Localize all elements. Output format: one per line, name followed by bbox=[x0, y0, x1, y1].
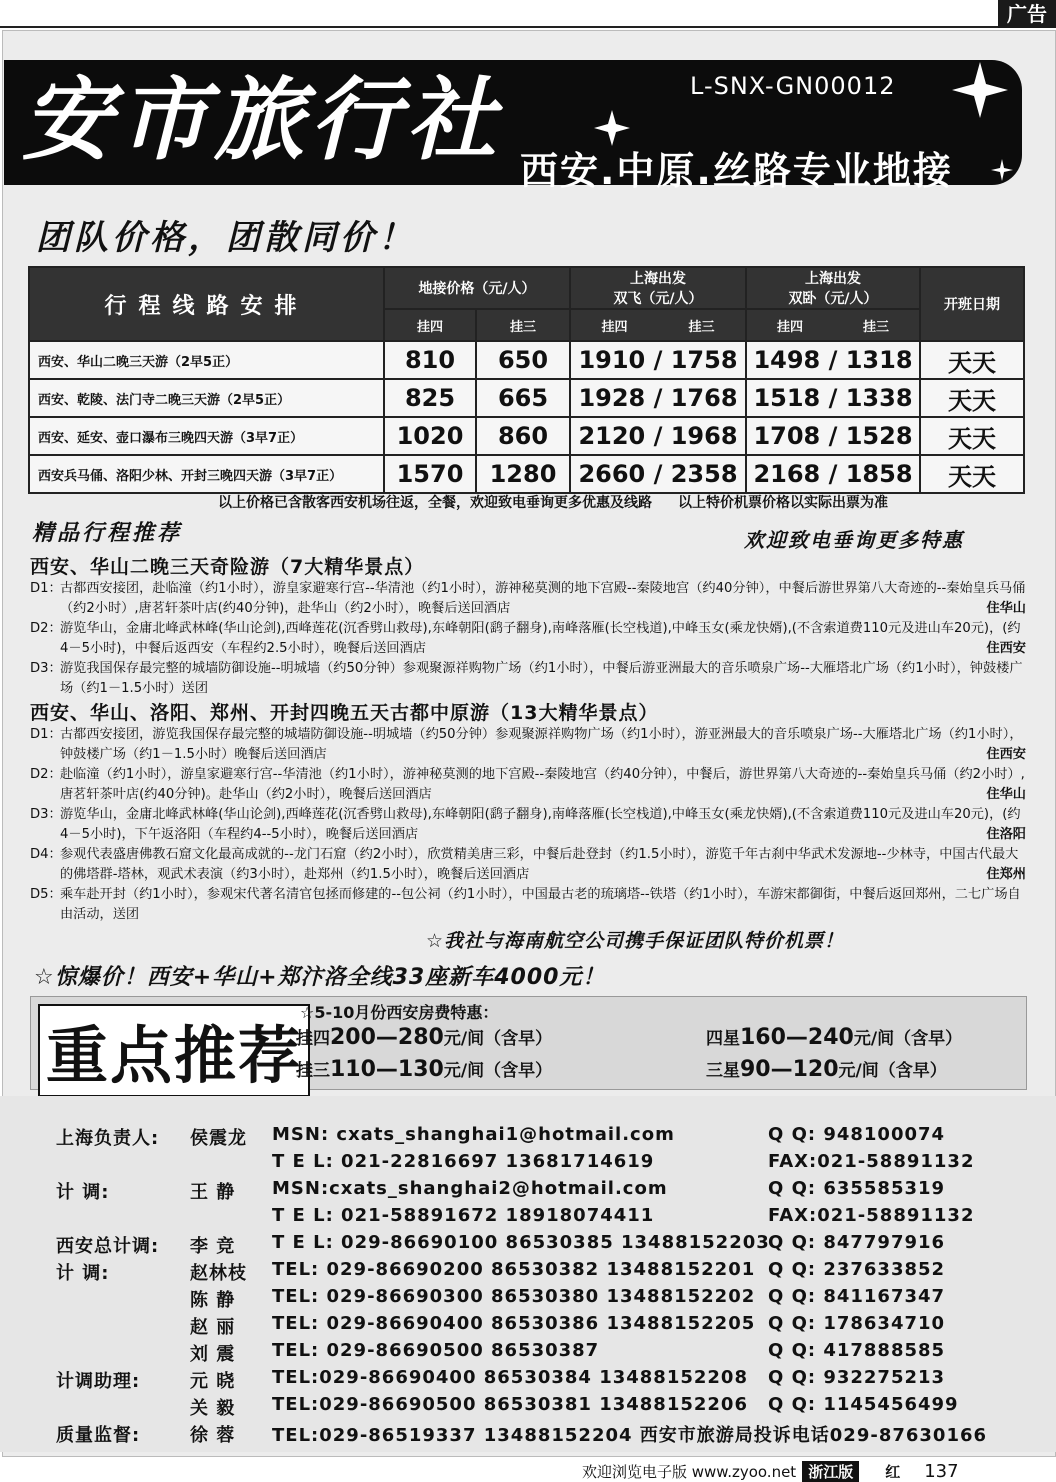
date-cell: 天天 bbox=[920, 341, 1024, 379]
agency-name: 安市旅行社 bbox=[22, 67, 502, 173]
contact-role: 质量监督: bbox=[56, 1425, 141, 1446]
contact-role: 计 调: bbox=[56, 1263, 110, 1284]
price-cell: 665 bbox=[476, 379, 570, 417]
contact-qq-fax: Q Q: 1145456499 bbox=[768, 1394, 959, 1415]
price-cell: 650 bbox=[476, 341, 570, 379]
price-cell: 2168 / 1858 bbox=[746, 455, 920, 493]
price-notes bbox=[218, 492, 1028, 512]
contact-qq-fax: Q Q: 417888585 bbox=[768, 1340, 946, 1361]
price-cell: 2120 / 1968 bbox=[570, 417, 746, 455]
contact-info: MSN: cxats_shanghai1@hotmail.com bbox=[272, 1124, 675, 1145]
sub-header-3star: 挂三 bbox=[476, 309, 570, 341]
contact-qq-fax: Q Q: 178634710 bbox=[768, 1313, 946, 1334]
contact-info: TEL:029-86690400 86530384 13488152208 bbox=[272, 1367, 748, 1388]
contact-name: 赵林枝 bbox=[190, 1263, 247, 1284]
headline: 团队价格，团散同价！ bbox=[36, 218, 416, 258]
sparkle-icon bbox=[990, 158, 1014, 182]
footer bbox=[582, 1460, 1056, 1482]
slogan: 西安.中原.丝路专业地接 bbox=[520, 149, 953, 193]
license-number: L-SNX-GN00012 bbox=[690, 72, 896, 100]
contact-name: 王 静 bbox=[190, 1182, 236, 1203]
contact-info: TEL: 029-86690300 86530380 13488152202 bbox=[272, 1286, 756, 1307]
contact-info: T E L: 021-22816697 13681714619 bbox=[272, 1151, 655, 1172]
price-cell: 810 bbox=[384, 341, 476, 379]
welcome-call: 欢迎致电垂询更多特惠 bbox=[744, 528, 964, 552]
hotel-price: 挂四200—280元/间（含早） bbox=[296, 1025, 553, 1050]
edition-badge: 浙江版 bbox=[802, 1461, 859, 1482]
contact-info: TEL:029-86690500 86530381 13488152206 bbox=[272, 1394, 748, 1415]
itinerary-day: D2： 游览华山，金庸北峰武林峰(华山论剑),西峰莲花(沉香劈山救母),东峰朝阳(鹞子翻身),南峰落雁(长空栈道),中峰玉女(乘龙快婿),(不含索道费110元及进山车20元)，(约4－5小时)，中餐后返西安（车程约2.5小时），晚餐后送回酒店 住西安 bbox=[30, 621, 1026, 656]
price-cell: 860 bbox=[476, 417, 570, 455]
price-cell: 1910 / 1758 bbox=[570, 341, 746, 379]
price-note: 以上价格已含散客西安机场往返，全餐，欢迎致电垂询更多优惠及线路 bbox=[218, 495, 652, 511]
table-row bbox=[29, 417, 1024, 455]
itinerary-day: D3： 游览我国保存最完整的城墙防御设施--明城墙（约50分钟）参观聚源祥购物广场（约1小时），中餐后游亚洲最大的音乐喷泉广场--大雁塔北广场（约1小时），钟鼓楼广场（约1－1.5小时）送团 bbox=[30, 661, 1023, 696]
contact-qq-fax: Q Q: 635585319 bbox=[768, 1178, 946, 1199]
hotel-price: 挂三110—130元/间（含早） bbox=[296, 1057, 553, 1082]
contact-role: 计调助理: bbox=[56, 1371, 141, 1392]
col-local-header: 地接价格（元/人） bbox=[384, 267, 570, 309]
price-cell: 1498 / 1318 bbox=[746, 341, 920, 379]
contact-role: 上海负责人: bbox=[56, 1128, 160, 1149]
price-cell: 1280 bbox=[476, 455, 570, 493]
price-cell: 1928 / 1768 bbox=[570, 379, 746, 417]
footer-welcome: 欢迎浏览电子版 www.zyoo.net bbox=[582, 1462, 797, 1481]
table-row bbox=[29, 341, 1024, 379]
sub-header-sleeper: 挂四 挂三 bbox=[746, 309, 920, 341]
price-table bbox=[28, 266, 1025, 494]
col-route-header: 行程线路安排 bbox=[29, 267, 384, 341]
hotel-offer-title: ☆5-10月份西安房费特惠： bbox=[300, 1003, 499, 1022]
itinerary-day: D4： 参观代表盛唐佛教石窟文化最高成就的--龙门石窟（约2小时），欣赏精美唐三彩，中餐后赴登封（约1.5小时），游览千年古刹中华武术发源地--少林寺，中国古代最大的佛塔群-塔林，观武术表演（约3小时），赴郑州（约1.5小时），晚餐后送回酒店 住郑州 bbox=[30, 847, 1026, 882]
ad-tag: 广告 bbox=[998, 0, 1056, 28]
color-mark: 红 bbox=[885, 1462, 901, 1481]
sparkle-icon bbox=[592, 108, 632, 148]
contact-name: 刘 震 bbox=[190, 1344, 236, 1365]
contact-qq-fax: FAX:021-58891132 bbox=[768, 1151, 975, 1172]
price-cell: 2660 / 2358 bbox=[570, 455, 746, 493]
itinerary-day: D2： 赴临潼（约1小时），游皇家避寒行宫--华清池（约1小时），游神秘莫测的地下宫殿--秦陵地宫（约40分钟），中餐后，游世界第八大奇迹的--秦始皇兵马俑（约2小时）,唐茗轩茶叶店(约40分钟)。赴华山（约2小时），晚餐后送回酒店 住华山 bbox=[30, 767, 1026, 802]
col-schedule-header: 开班日期 bbox=[920, 267, 1024, 341]
price-cell: 1518 / 1338 bbox=[746, 379, 920, 417]
price-note: 以上特价机票价格以实际出票为准 bbox=[678, 495, 888, 511]
contact-info: MSN:cxats_shanghai2@hotmail.com bbox=[272, 1178, 668, 1199]
contact-qq-fax: Q Q: 948100074 bbox=[768, 1124, 946, 1145]
contact-qq-fax: FAX:021-58891132 bbox=[768, 1205, 975, 1226]
sub-header-fly: 挂四 挂三 bbox=[570, 309, 746, 341]
tour-title: 西安、华山、洛阳、郑州、开封四晚五天古都中原游（13大精华景点） bbox=[30, 702, 659, 724]
hotel-price: 四星160—240元/间（含早） bbox=[706, 1025, 963, 1050]
itinerary-day: D1： 古都西安接团，游览我国保存最完整的城墙防御设施--明城墙（约50分钟）参观聚源祥购物广场（约1小时），游亚洲最大的音乐喷泉广场--大雁塔北广场（约1小时），钟鼓楼广场（约1－1.5小时）晚餐后送回酒店 住西安 bbox=[30, 727, 1026, 762]
contact-name: 关 毅 bbox=[190, 1398, 236, 1419]
price-cell: 1570 bbox=[384, 455, 476, 493]
contact-info: T E L: 029-86690100 86530385 13488152203 bbox=[272, 1232, 770, 1253]
focus-title: 重点推荐 bbox=[38, 1004, 310, 1097]
contact-info: TEL: 029-86690200 86530382 13488152201 bbox=[272, 1259, 756, 1280]
itinerary-day: D1： 古都西安接团，赴临潼（约1小时），游皇家避寒行宫--华清池（约1小时），游神秘莫测的地下宫殿--秦陵地宫（约40分钟），中餐后游世界第八大奇迹的--秦始皇兵马俑（约2小时）,唐茗轩茶叶店(约40分钟)，赴华山（约2小时），晚餐后送回酒店 住华山 bbox=[30, 581, 1026, 616]
route-cell: 西安、乾陵、法门寺二晚三天游（2早5正） bbox=[29, 379, 384, 417]
promo-bus: ☆惊爆价！西安+华山+郑汴洛全线33座新车4000元！ bbox=[34, 965, 606, 990]
contact-qq-fax: Q Q: 237633852 bbox=[768, 1259, 946, 1280]
price-cell: 1020 bbox=[384, 417, 476, 455]
contact-qq-fax: Q Q: 841167347 bbox=[768, 1286, 946, 1307]
contact-name: 陈 静 bbox=[190, 1290, 236, 1311]
tour-section bbox=[30, 552, 1026, 699]
sub-header-4star: 挂四 bbox=[384, 309, 476, 341]
itinerary bbox=[30, 579, 1026, 699]
contact-qq-fax: Q Q: 932275213 bbox=[768, 1367, 946, 1388]
date-cell: 天天 bbox=[920, 379, 1024, 417]
top-rule bbox=[0, 26, 998, 28]
tour-title: 西安、华山二晚三天奇险游（7大精华景点） bbox=[30, 556, 425, 578]
itinerary-day: D5： 乘车赴开封（约1小时），参观宋代著名清官包拯而修建的--包公祠（约1小时），中国最古老的琉璃塔--铁塔（约1小时），车游宋都御街，中餐后返回郑州，二七广场自由活动，送团 bbox=[30, 887, 1021, 922]
contact-name: 元 晓 bbox=[190, 1371, 236, 1392]
price-cell: 1708 / 1528 bbox=[746, 417, 920, 455]
col-sleeper-header: 上海出发 双卧（元/人） bbox=[746, 267, 920, 309]
col-fly-header: 上海出发 双飞（元/人） bbox=[570, 267, 746, 309]
contact-name: 李 竞 bbox=[190, 1236, 236, 1257]
date-cell: 天天 bbox=[920, 417, 1024, 455]
date-cell: 天天 bbox=[920, 455, 1024, 493]
route-cell: 西安、华山二晚三天游（2早5正） bbox=[29, 341, 384, 379]
contact-name: 侯震龙 bbox=[190, 1128, 247, 1149]
price-cell: 825 bbox=[384, 379, 476, 417]
page-number: 137 bbox=[924, 1460, 959, 1482]
contact-role: 计 调: bbox=[56, 1182, 110, 1203]
contact-info: TEL:029-86519337 13488152204 西安市旅游局投诉电话029-87630166 bbox=[272, 1425, 988, 1446]
contact-info: T E L: 021-58891672 18918074411 bbox=[272, 1205, 655, 1226]
table-row bbox=[29, 379, 1024, 417]
contact-info: TEL: 029-86690400 86530386 13488152205 bbox=[272, 1313, 756, 1334]
contact-info: TEL: 029-86690500 86530387 bbox=[272, 1340, 600, 1361]
contact-name: 赵 丽 bbox=[190, 1317, 236, 1338]
sparkle-icon bbox=[950, 60, 1010, 120]
route-cell: 西安兵马俑、洛阳少林、开封三晚四天游（3早7正） bbox=[29, 455, 384, 493]
hotel-price: 三星90—120元/间（含早） bbox=[706, 1057, 947, 1082]
itinerary-day: D3： 游览华山，金庸北峰武林峰(华山论剑),西峰莲花(沉香劈山救母),东峰朝阳(鹞子翻身),南峰落雁(长空栈道),中峰玉女(乘龙快婿),(不含索道费110元及进山车20元)，(约4－5小时)，下午返洛阳（车程约4--5小时），晚餐后送回酒店 住洛阳 bbox=[30, 807, 1026, 842]
contact-name: 徐 蓉 bbox=[190, 1425, 236, 1446]
contact-qq-fax: Q Q: 847797916 bbox=[768, 1232, 946, 1253]
recommend-heading: 精品行程推荐 bbox=[32, 520, 183, 546]
route-cell: 西安、延安、壶口瀑布三晚四天游（3早7正） bbox=[29, 417, 384, 455]
table-row bbox=[29, 455, 1024, 493]
tour-section bbox=[30, 698, 1026, 925]
promo-airline: ☆我社与海南航空公司携手保证团队特价机票！ bbox=[426, 930, 845, 952]
itinerary bbox=[30, 725, 1026, 925]
contact-role: 西安总计调: bbox=[56, 1236, 160, 1257]
